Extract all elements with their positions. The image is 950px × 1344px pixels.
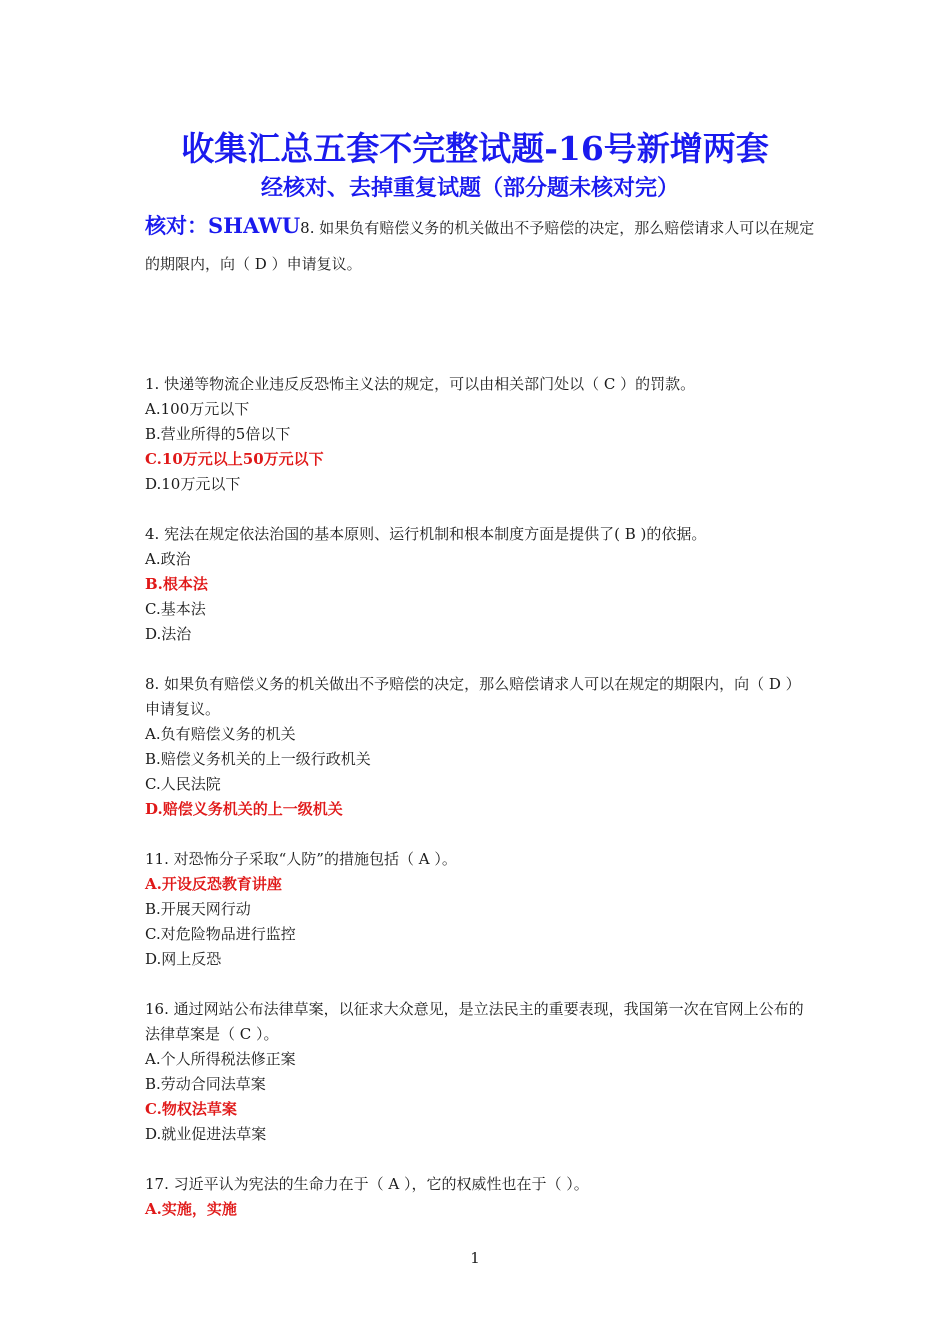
question-block [145, 672, 810, 822]
question-text: 1. 快递等物流企业违反反恐怖主义法的规定，可以由相关部门处以（ C ）的罚款。 [145, 375, 696, 393]
answer-option-correct: D.赔偿义务机关的上一级机关 [145, 800, 343, 818]
question-block [145, 997, 810, 1147]
answer-option: A.政治 [145, 550, 191, 568]
answer-option: D.网上反恐 [145, 950, 222, 968]
question-block [145, 372, 810, 497]
answer-option: C.基本法 [145, 600, 206, 618]
question-text: 17. 习近平认为宪法的生命力在于（ A ），它的权威性也在于（ ）。 [145, 1175, 589, 1193]
answer-option: B.赔偿义务机关的上一级行政机关 [145, 750, 371, 768]
document-subtitle: 经核对、去掉重复试题（部分题未核对完） [260, 175, 679, 201]
answer-option-correct: B.根本法 [145, 575, 208, 593]
answer-option: D.10万元以下 [145, 475, 241, 493]
answer-option: C.对危险物品进行监控 [145, 925, 296, 943]
answer-option-correct: A.开设反恐教育讲座 [145, 875, 282, 893]
answer-option: D.就业促进法草案 [145, 1125, 267, 1143]
reviewer-label: 核对：SHAWU [145, 213, 301, 238]
reviewer-line [145, 208, 815, 282]
answer-option: D.法治 [145, 625, 192, 643]
answer-option: B.营业所得的5倍以下 [145, 425, 291, 443]
question-text: 8. 如果负有赔偿义务的机关做出不予赔偿的决定，那么赔偿请求人可以在规定的期限内，向（ D ）申请复议。 [145, 675, 801, 718]
answer-option: B.开展天网行动 [145, 900, 251, 918]
answer-option: C.人民法院 [145, 775, 221, 793]
question-block [145, 522, 810, 647]
reviewer-note: 8. 如果负有赔偿义务的机关做出不予赔偿的决定，那么赔偿请求人可以在规定的期限内，向（ D ）申请复议。 [145, 219, 815, 273]
page-number: 1 [470, 1249, 480, 1267]
answer-option: A.个人所得税法修正案 [145, 1050, 296, 1068]
question-text: 16. 通过网站公布法律草案，以征求大众意见，是立法民主的重要表现，我国第一次在官网上公布的法律草案是（ C ）。 [145, 1000, 804, 1043]
answer-option-correct: A.实施，实施 [145, 1200, 237, 1218]
question-text: 4. 宪法在规定依法治国的基本原则、运行机制和根本制度方面是提供了( B )的依据。 [145, 525, 707, 543]
answer-option: B.劳动合同法草案 [145, 1075, 266, 1093]
question-block [145, 847, 810, 972]
question-list [145, 372, 810, 1247]
question-text: 11. 对恐怖分子采取“人防”的措施包括（ A ）。 [145, 850, 457, 868]
answer-option-correct: C.物权法草案 [145, 1100, 237, 1118]
answer-option-correct: C.10万元以上50万元以下 [145, 450, 324, 468]
question-block [145, 1172, 810, 1222]
answer-option: A.负有赔偿义务的机关 [145, 725, 296, 743]
document-title: 收集汇总五套不完整试题-16号新增两套 [181, 129, 769, 168]
answer-option: A.100万元以下 [145, 400, 250, 418]
